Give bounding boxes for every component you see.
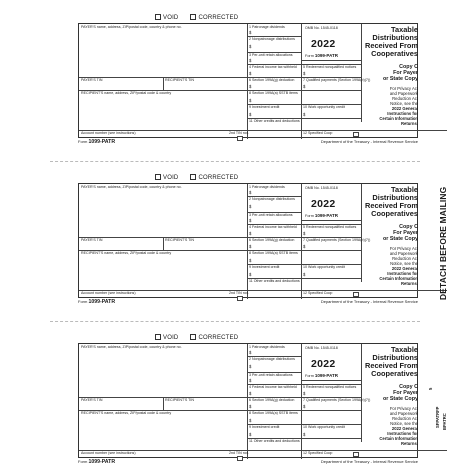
form-number: 1099-PATR bbox=[314, 373, 339, 378]
title-line-3: Received From bbox=[365, 360, 418, 370]
box10-label: 10 Work opportunity credit bbox=[303, 425, 345, 429]
payer-label: PAYER'S name, address, ZIP/postal code, country & phone no. bbox=[81, 25, 182, 29]
privacy-line-3: Reduction Act bbox=[392, 255, 418, 261]
privacy-line-1: For Privacy Act bbox=[389, 406, 418, 411]
specified-coop-checkbox[interactable] bbox=[353, 292, 359, 297]
payer-tin-label: PAYER'S TIN bbox=[81, 398, 103, 402]
box5-label: 5 Redeemed nonqualified notices bbox=[303, 65, 357, 69]
box7-label: 7 Qualified payments (Section 199A(b)(7)) bbox=[303, 238, 371, 242]
box6-dollar: $ bbox=[249, 404, 252, 409]
box6-dollar: $ bbox=[249, 244, 252, 249]
box6-label: 6 Section 199A(g) deduction bbox=[249, 238, 295, 242]
copy-line-2: For Payer bbox=[393, 230, 418, 237]
privacy-line-8: Returns. bbox=[401, 280, 418, 286]
title-line-4: Cooperatives bbox=[371, 48, 418, 58]
void-label: VOID bbox=[163, 15, 179, 21]
recipient-name-label: RECIPIENT'S name, address, ZIP/postal code & country bbox=[81, 91, 172, 95]
box4-label: 4 Federal income tax withheld bbox=[249, 65, 297, 69]
footer-form bbox=[78, 299, 115, 305]
box8-dollar: $ bbox=[249, 98, 252, 103]
tin-not-checkbox[interactable] bbox=[237, 296, 243, 301]
form-title bbox=[362, 26, 418, 58]
privacy-line-8: Returns. bbox=[401, 120, 418, 126]
footer-department: Department of the Treasury - Internal Revenue Service bbox=[320, 139, 418, 144]
form-word: Form bbox=[305, 374, 314, 378]
privacy-line-4: Notice, see the bbox=[390, 260, 418, 266]
form-name bbox=[305, 373, 338, 378]
tin-not-label: 2nd TIN not. bbox=[229, 131, 249, 135]
privacy-notice bbox=[362, 247, 418, 287]
box3-dollar: $ bbox=[249, 378, 252, 383]
tax-year: 2022 bbox=[311, 198, 336, 210]
box9-label: 9 Investment credit bbox=[249, 105, 280, 109]
footer-form bbox=[78, 459, 115, 465]
footer-form-word: Form bbox=[78, 299, 88, 304]
specified-coop-checkbox[interactable] bbox=[353, 452, 359, 457]
box4-dollar: $ bbox=[249, 71, 252, 76]
title-line-3: Received From bbox=[365, 40, 418, 50]
footer-form-name: 1099-PATR bbox=[88, 139, 116, 145]
privacy-line-2: and Paperwork bbox=[389, 410, 418, 416]
account-label: Account number (see instructions) bbox=[81, 451, 136, 455]
box5-dollar: $ bbox=[303, 71, 306, 76]
box1-dollar: $ bbox=[249, 350, 252, 355]
form-name bbox=[305, 53, 338, 58]
corrected-label: CORRECTED bbox=[198, 175, 239, 181]
privacy-line-7: Certain Information bbox=[379, 115, 418, 121]
box2-label: 2 Nonpatronage distributions bbox=[249, 37, 295, 41]
title-line-3: Received From bbox=[365, 200, 418, 210]
form-frame bbox=[78, 343, 418, 458]
title-line-2: Distributions bbox=[372, 352, 418, 362]
form-name bbox=[305, 213, 338, 218]
box2-dollar: $ bbox=[249, 364, 252, 369]
title-line-2: Distributions bbox=[372, 192, 418, 202]
box1-label: 1 Patronage dividends bbox=[249, 345, 285, 349]
footer-form-word: Form bbox=[78, 139, 88, 144]
copy-label bbox=[362, 64, 418, 83]
form-frame bbox=[78, 23, 418, 138]
privacy-line-2: and Paperwork bbox=[389, 90, 418, 96]
tin-not-label: 2nd TIN not. bbox=[229, 291, 249, 295]
box3-label: 3 Per-unit retain allocations bbox=[249, 373, 293, 377]
corrected-checkbox[interactable] bbox=[190, 14, 238, 21]
tax-year: 2022 bbox=[311, 38, 336, 50]
box5-label: 5 Redeemed nonqualified notices bbox=[303, 225, 357, 229]
box10-label: 10 Work opportunity credit bbox=[303, 105, 345, 109]
perforation-line bbox=[50, 321, 420, 322]
box5-label: 5 Redeemed nonqualified notices bbox=[303, 385, 357, 389]
tin-not-checkbox[interactable] bbox=[237, 456, 243, 461]
perforation-line bbox=[50, 161, 420, 162]
title-line-4: Cooperatives bbox=[371, 368, 418, 378]
corrected-label: CORRECTED bbox=[198, 15, 239, 21]
privacy-notice bbox=[362, 87, 418, 127]
box3-label: 3 Per-unit retain allocations bbox=[249, 53, 293, 57]
form-copy-3 bbox=[50, 328, 420, 474]
payer-label: PAYER'S name, address, ZIP/postal code, country & phone no. bbox=[81, 345, 182, 349]
recipient-tin-label: RECIPIENT'S TIN bbox=[165, 398, 194, 402]
box8-dollar: $ bbox=[249, 258, 252, 263]
void-checkbox[interactable] bbox=[155, 334, 178, 341]
box4-dollar: $ bbox=[249, 391, 252, 396]
title-line-1: Taxable bbox=[391, 185, 418, 194]
box2-label: 2 Nonpatronage distributions bbox=[249, 197, 295, 201]
void-corrected-row bbox=[155, 174, 238, 181]
box11-label: 11 Other credits and deductions bbox=[249, 439, 300, 443]
footer-department: Department of the Treasury - Internal Revenue Service bbox=[320, 459, 418, 464]
footer-form-word: Form bbox=[78, 459, 88, 464]
void-corrected-row bbox=[155, 334, 238, 341]
privacy-line-1: For Privacy Act bbox=[389, 246, 418, 251]
box8-label: 8 Section 199A(a) SSTB items bbox=[249, 251, 298, 255]
product-code bbox=[428, 350, 448, 440]
copy-line-1: Copy C bbox=[399, 64, 418, 70]
box12-label: 12 Specified Coop bbox=[303, 291, 333, 295]
footer-form bbox=[78, 139, 115, 145]
box1-label: 1 Patronage dividends bbox=[249, 25, 285, 29]
specified-coop-checkbox[interactable] bbox=[353, 132, 359, 137]
privacy-line-5: 2022 General bbox=[391, 425, 418, 431]
form-frame bbox=[78, 183, 418, 298]
privacy-line-5: 2022 General bbox=[391, 105, 418, 111]
copy-label bbox=[362, 224, 418, 243]
corrected-checkbox[interactable] bbox=[190, 334, 238, 341]
box5-dollar: $ bbox=[303, 391, 306, 396]
privacy-line-2: and Paperwork bbox=[389, 250, 418, 256]
form-copy-1 bbox=[50, 8, 420, 156]
copy-label bbox=[362, 384, 418, 403]
box9-dollar: $ bbox=[249, 432, 252, 437]
box7-label: 7 Qualified payments (Section 199A(b)(7)) bbox=[303, 398, 371, 402]
privacy-line-3: Reduction Act bbox=[392, 95, 418, 101]
box9-dollar: $ bbox=[249, 112, 252, 117]
box7-label: 7 Qualified payments (Section 199A(b)(7)) bbox=[303, 78, 371, 82]
tax-year: 2022 bbox=[311, 358, 336, 370]
form-number: 1099-PATR bbox=[314, 53, 339, 58]
box5-dollar: $ bbox=[303, 231, 306, 236]
footer-form-name: 1099-PATR bbox=[88, 299, 116, 305]
form-word: Form bbox=[305, 54, 314, 58]
box10-dollar: $ bbox=[303, 272, 306, 277]
corrected-checkbox[interactable] bbox=[190, 174, 238, 181]
box10-dollar: $ bbox=[303, 112, 306, 117]
form-word: Form bbox=[305, 214, 314, 218]
privacy-notice bbox=[362, 407, 418, 447]
form-title bbox=[362, 346, 418, 378]
corrected-label: CORRECTED bbox=[198, 335, 239, 341]
box8-label: 8 Section 199A(a) SSTB items bbox=[249, 411, 298, 415]
box6-label: 6 Section 199A(g) deduction bbox=[249, 398, 295, 402]
box3-dollar: $ bbox=[249, 58, 252, 63]
box3-dollar: $ bbox=[249, 218, 252, 223]
tax-form-sheet bbox=[50, 8, 420, 468]
box1-dollar: $ bbox=[249, 190, 252, 195]
payer-tin-label: PAYER'S TIN bbox=[81, 78, 103, 82]
privacy-line-1: For Privacy Act bbox=[389, 86, 418, 91]
box10-dollar: $ bbox=[303, 432, 306, 437]
box2-dollar: $ bbox=[249, 204, 252, 209]
copy-line-3: or State Copy bbox=[382, 76, 418, 83]
box6-dollar: $ bbox=[249, 84, 252, 89]
privacy-line-5: 2022 General bbox=[391, 265, 418, 271]
box1-label: 1 Patronage dividends bbox=[249, 185, 285, 189]
form-number: 1099-PATR bbox=[314, 213, 339, 218]
recipient-name-label: RECIPIENT'S name, address, ZIP/postal code & country bbox=[81, 411, 172, 415]
box9-label: 9 Investment credit bbox=[249, 425, 280, 429]
footer-department: Department of the Treasury - Internal Revenue Service bbox=[320, 299, 418, 304]
account-label: Account number (see instructions) bbox=[81, 291, 136, 295]
box12-label: 12 Specified Coop bbox=[303, 451, 333, 455]
omb-number: OMB No. 1545-0118 bbox=[305, 346, 338, 350]
privacy-line-6: Instructions for bbox=[387, 270, 418, 276]
copy-line-2: For Payer bbox=[393, 70, 418, 77]
recipient-name-label: RECIPIENT'S name, address, ZIP/postal code & country bbox=[81, 251, 172, 255]
copy-line-3: or State Copy bbox=[382, 396, 418, 403]
payer-tin-label: PAYER'S TIN bbox=[81, 238, 103, 242]
footer-form-name: 1099-PATR bbox=[88, 459, 116, 465]
form-title bbox=[362, 186, 418, 218]
copy-line-2: For Payer bbox=[393, 390, 418, 397]
void-checkbox[interactable] bbox=[155, 174, 178, 181]
omb-number: OMB No. 1545-0118 bbox=[305, 186, 338, 190]
box4-label: 4 Federal income tax withheld bbox=[249, 385, 297, 389]
box1-dollar: $ bbox=[249, 30, 252, 35]
tin-not-checkbox[interactable] bbox=[237, 136, 243, 141]
recipient-tin-label: RECIPIENT'S TIN bbox=[165, 78, 194, 82]
box10-label: 10 Work opportunity credit bbox=[303, 265, 345, 269]
detach-instruction bbox=[426, 180, 448, 300]
privacy-line-6: Instructions for bbox=[387, 110, 418, 116]
copy-line-3: or State Copy bbox=[382, 236, 418, 243]
title-line-1: Taxable bbox=[391, 345, 418, 354]
detach-text: DETACH BEFORE MAILING bbox=[438, 186, 448, 300]
recipient-tin-label: RECIPIENT'S TIN bbox=[165, 238, 194, 242]
form-copy-2 bbox=[50, 168, 420, 316]
privacy-line-4: Notice, see the bbox=[390, 100, 418, 106]
box12-label: 12 Specified Coop bbox=[303, 131, 333, 135]
privacy-line-7: Certain Information bbox=[379, 275, 418, 281]
privacy-line-7: Certain Information bbox=[379, 435, 418, 441]
box7-dollar: $ bbox=[303, 84, 306, 89]
omb-number: OMB No. 1545-0118 bbox=[305, 26, 338, 30]
void-label: VOID bbox=[163, 335, 179, 341]
box3-label: 3 Per-unit retain allocations bbox=[249, 213, 293, 217]
privacy-line-8: Returns. bbox=[401, 440, 418, 446]
box11-label: 11 Other credits and deductions bbox=[249, 279, 300, 283]
copy-line-1: Copy C bbox=[399, 384, 418, 390]
privacy-line-4: Notice, see the bbox=[390, 420, 418, 426]
copy-line-1: Copy C bbox=[399, 224, 418, 230]
box2-dollar: $ bbox=[249, 44, 252, 49]
product-code-b: SFPATRFP bbox=[435, 406, 440, 428]
box8-dollar: $ bbox=[249, 418, 252, 423]
box11-label: 11 Other credits and deductions bbox=[249, 119, 300, 123]
void-label: VOID bbox=[163, 175, 179, 181]
box8-label: 8 Section 199A(a) SSTB items bbox=[249, 91, 298, 95]
box2-label: 2 Nonpatronage distributions bbox=[249, 357, 295, 361]
box6-label: 6 Section 199A(g) deduction bbox=[249, 78, 295, 82]
title-line-1: Taxable bbox=[391, 25, 418, 34]
void-corrected-row bbox=[155, 14, 238, 21]
void-checkbox[interactable] bbox=[155, 14, 178, 21]
box4-label: 4 Federal income tax withheld bbox=[249, 225, 297, 229]
box9-dollar: $ bbox=[249, 272, 252, 277]
privacy-line-3: Reduction Act bbox=[392, 415, 418, 421]
box4-dollar: $ bbox=[249, 231, 252, 236]
box9-label: 9 Investment credit bbox=[249, 265, 280, 269]
tin-not-label: 2nd TIN not. bbox=[229, 451, 249, 455]
product-code-c: 5 bbox=[428, 387, 433, 390]
title-line-2: Distributions bbox=[372, 32, 418, 42]
box7-dollar: $ bbox=[303, 404, 306, 409]
payer-label: PAYER'S name, address, ZIP/postal code, country & phone no. bbox=[81, 185, 182, 189]
account-label: Account number (see instructions) bbox=[81, 131, 136, 135]
privacy-line-6: Instructions for bbox=[387, 430, 418, 436]
product-code-a: BPATRC bbox=[442, 413, 447, 430]
title-line-4: Cooperatives bbox=[371, 208, 418, 218]
box7-dollar: $ bbox=[303, 244, 306, 249]
